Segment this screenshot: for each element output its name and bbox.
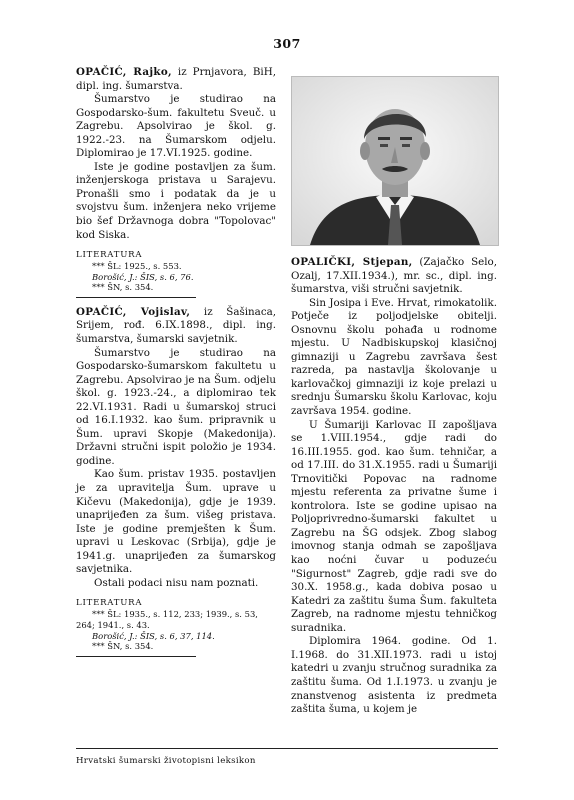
- entry-opacic-rajko: [76, 66, 276, 298]
- entry-paragraph: Šumarstvo je studirao na Gospodarsko-šumarskom fakultetu u Zagrebu. Apsolvirao je na Šum. odjelu škol. g. 1923.-24., a diplomirao tek 22.VI.1931. Radi u šumarskoj struci od 16.I.1932. kao šum. pripravnik u Šum. upravi Skopje (Makedonija). Državni stručni ispit položio je 1934. godine.: [76, 346, 276, 467]
- entry-intro-text: iz Šašinaca, Srijem, rođ. 6.IX.1898., dipl. ing. šumarstva, šumarski savjetnik.: [76, 305, 277, 345]
- entry-intro: [76, 306, 276, 347]
- right-column: [291, 76, 497, 717]
- entry-paragraph: Iste je godine postavljen za šum. inženjerskoga pristava u Sarajevu. Pronašli smo i podatak da je u svojstvu šum. inženjera neko vrijeme bio šef Državnoga dobra "Topolovac" kod Siska.: [76, 160, 276, 241]
- entry-paragraph: U Šumariji Karlovac II zapošljava se 1.VIII.1954., gdje radi do 16.III.1955. god. kao šum. tehničar, a od 17.III. do 31.X.1955. radi u Šumariji Trnovitički Popovac na radnome mjestu referenta za privatne šume i kontrolora. Iste se godine upisao na Poljoprivredno-šumarski fakultet u Zagrebu na ŠG odsjek. Zbog slabog imovnog stanja odmah se zapošljava kao noćni čuvar u poduzeću "Sigurnost" Zagreb, gdje radi sve do 30.X. 1958.g., kada dobiva posao u Katedri za zaštitu šuma Šum. fakulteta Zagreb, na radnome mjestu tehničkog suradnika.: [291, 418, 497, 634]
- entry-intro: [76, 66, 276, 93]
- literatura-item-text: Borošić, J.: ŠIS, s. 6, 37, 114.: [92, 630, 215, 641]
- left-column: [76, 66, 276, 657]
- entry-paragraph: Šumarstvo je studirao na Gospodarsko-šum. fakultetu Sveuč. u Zagrebu. Apsolvirao je škol. g. 1922.-23. na Šumarskom odjelu. Diplomirao je 17.VI.1925. godine.: [76, 93, 276, 160]
- entry-name: OPAČIĆ, Vojislav,: [76, 305, 191, 318]
- literatura-item: *** ŠN, s. 354.: [92, 282, 154, 293]
- entry-name: OPAČIĆ, Rajko,: [76, 66, 172, 78]
- literatura-heading: LITERATURA: [76, 250, 143, 261]
- portrait-illustration: [292, 77, 498, 245]
- entry-intro-text: (Zajačko Selo, Ozalj, 17.XII.1934.), mr. sc., dipl. ing. šumarstva, viši stručni savjetnik.: [291, 256, 497, 296]
- entry-paragraph: Kao šum. pristav 1935. postavljen je za upravitelja Šum. uprave u Kičevu (Makedonija), gdje je 1939. unaprijeđen za šum. višeg pristava. Iste je godine premješten k Šum. upravi u Leskovac (Srbija), gdje je 1941.g. unaprijeđen za šumarskog savjetnika.: [76, 468, 276, 576]
- entry-divider: [76, 656, 196, 657]
- literatura-item: *** ŠL: 1925., s. 553.: [92, 261, 182, 272]
- entry-opacic-vojislav: [76, 306, 276, 657]
- literatura-item: *** ŠL: 1935., s. 112, 233; 1939., s. 53, 264; 1941., s. 43.: [76, 609, 258, 630]
- literatura-item: *** ŠN, s. 354.: [92, 641, 154, 652]
- footer-title: Hrvatski šumarski životopisni leksikon: [76, 756, 256, 766]
- page-number: 307: [273, 36, 301, 51]
- portrait-photo: [291, 76, 499, 246]
- entry-paragraph: Diplomira 1964. godine. Od 1. I.1968. do 31.XII.1973. radi u istoj katedri u zvanju stručnog suradnika za zaštitu šuma. Od 1.I.1973. u zvanju je znanstvenog asistenta iz predmeta zaštita šuma, u kojem je: [291, 635, 497, 716]
- entry-name: OPALIČKI, Stjepan,: [291, 256, 413, 268]
- footer-divider: [76, 748, 498, 749]
- entry-paragraph: Sin Josipa i Eve. Hrvat, rimokatolik. Potječe iz poljodjelske obitelji. Osnovnu školu pohađa u rodnome mjestu. U Nadbiskupskoj klasičnoj gimnaziji u Zagrebu završava šest razreda, pa nastavlja školovanje u karlovačkoj gimnaziji iz koje prelazi u srednju Šumarsku školu Karlovac, koju završava 1954. godine.: [291, 296, 497, 418]
- literatura-item: [76, 272, 276, 283]
- entry-opalicki-stjepan: [291, 256, 497, 717]
- literatura-item: [76, 631, 276, 642]
- literatura-heading: LITERATURA: [76, 598, 143, 609]
- entry-intro-text: iz Prnjavora, BiH, dipl. ing. šumarstva.: [76, 66, 276, 92]
- literatura-item-text: Borošić, J.: ŠIS, s. 6, 76.: [92, 271, 194, 282]
- entry-intro: [291, 256, 497, 297]
- entry-paragraph: Ostali podaci nisu nam poznati.: [94, 576, 259, 589]
